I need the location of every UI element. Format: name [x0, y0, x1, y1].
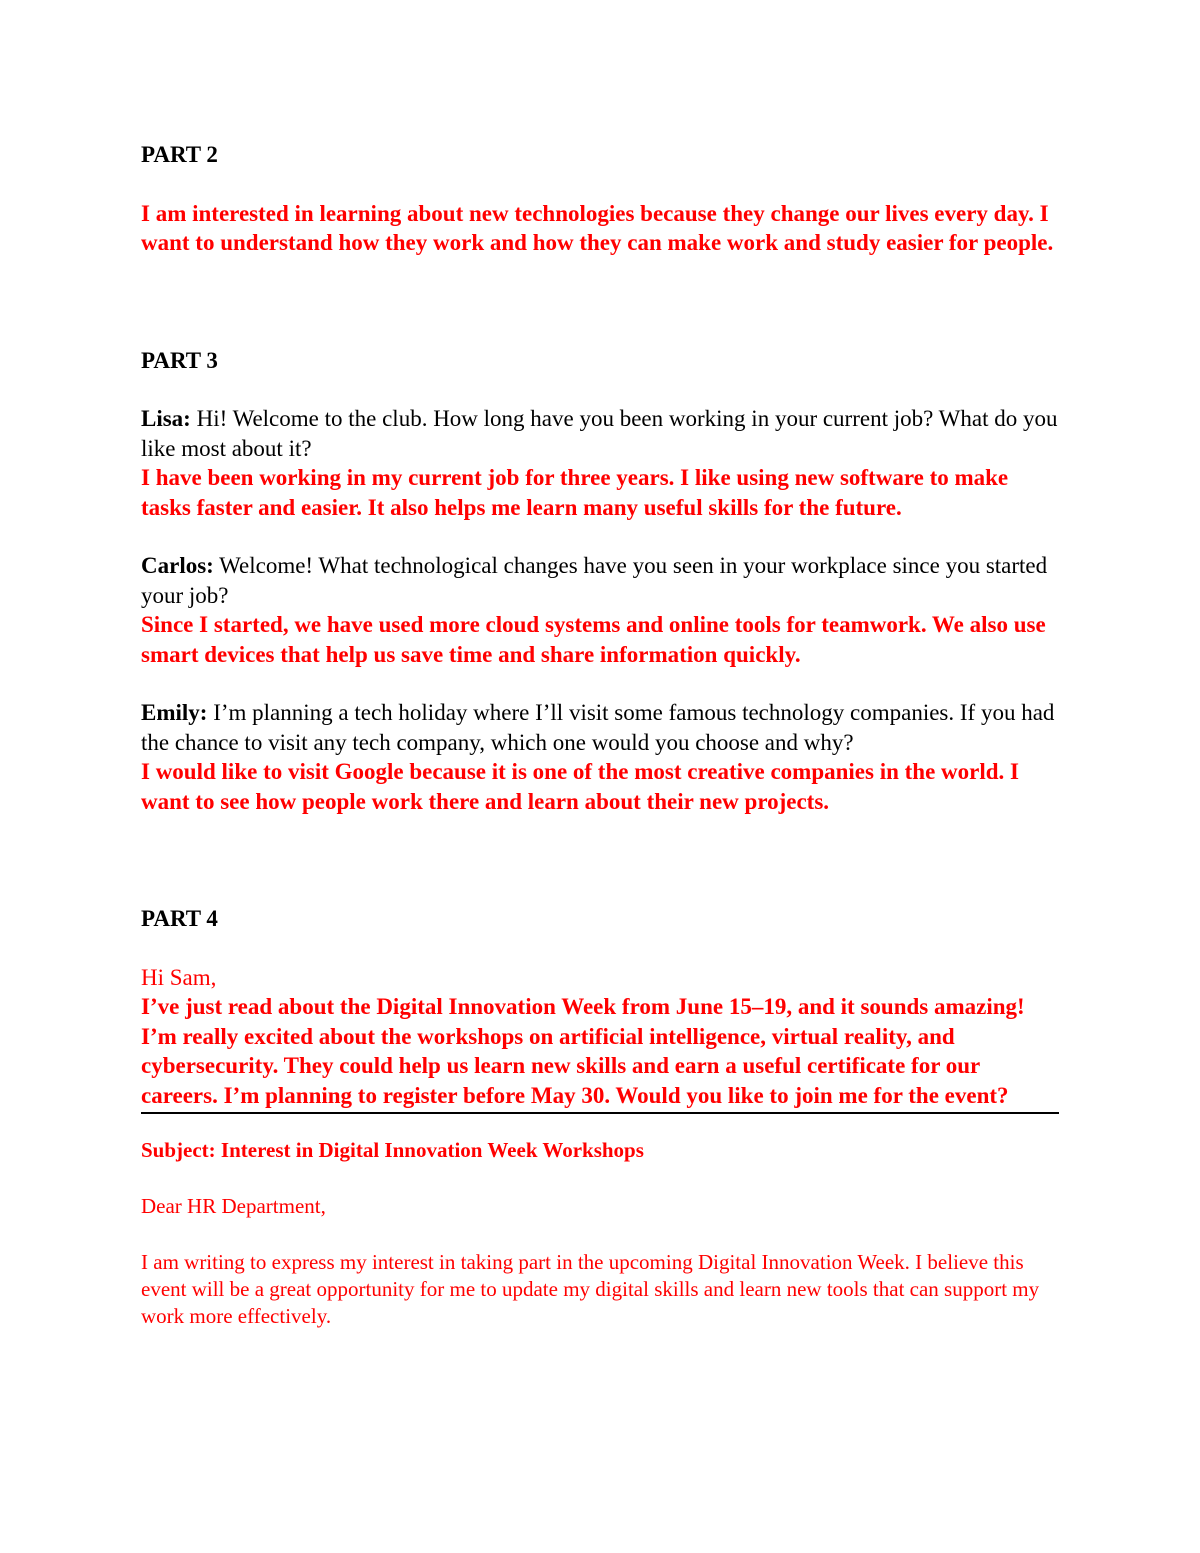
question-lisa [141, 404, 1059, 463]
answer-lisa: I have been working in my current job for three years. I like using new software to make tasks faster and easier. It also helps me learn many useful skills for the future. [141, 465, 1009, 520]
part4-greeting: Hi Sam, [141, 964, 217, 990]
speaker-carlos: Carlos: [141, 553, 214, 578]
spacer [141, 1164, 1059, 1193]
part2-answer: I am interested in learning about new technologies because they change our lives every day. I want to understand how they work and how they can make work and study easier for people. [141, 200, 1054, 255]
spacer [141, 258, 1059, 346]
spacer [141, 1220, 1059, 1249]
exchange-emily [141, 698, 1059, 816]
question-text-carlos: Welcome! What technological changes have you seen in your workplace since you started your job? [141, 553, 1048, 608]
email-body: I am writing to express my interest in taking part in the upcoming Digital Innovation Week. I believe this event will be a great opportunity for me to update my digital skills and learn new tools that can support my work more effectively. [141, 1250, 1040, 1328]
speaker-emily: Emily: [141, 700, 208, 725]
part3-heading: PART 3 [141, 347, 218, 373]
part4-body: I’ve just read about the Digital Innovation Week from June 15–19, and it sounds amazing! I’m really excited about the workshops on artificial intelligence, virtual reality, and cybersecurity. They could help us learn new skills and earn a useful certificate for our careers. I’m planning to register before May 30. Would you like to join me for the event? [141, 994, 1025, 1108]
email-salutation: Dear HR Department, [141, 1194, 326, 1218]
document-page [141, 140, 1059, 1330]
question-text-lisa: Hi! Welcome to the club. How long have you been working in your current job? What do you like most about it? [141, 406, 1058, 461]
spacer [141, 522, 1059, 551]
part4-heading: PART 4 [141, 906, 218, 931]
exchange-carlos [141, 551, 1059, 669]
spacer [141, 669, 1059, 698]
spacer [141, 816, 1059, 904]
speaker-lisa: Lisa: [141, 406, 191, 431]
part2-heading: PART 2 [141, 142, 218, 167]
question-emily [141, 698, 1059, 757]
answer-emily: I would like to visit Google because it is one of the most creative companies in the world. I want to see how people work there and learn about their new projects. [141, 759, 1019, 814]
question-carlos [141, 551, 1059, 610]
email-subject: Subject: Interest in Digital Innovation Week Workshops [141, 1138, 644, 1162]
divider-line [141, 1112, 1059, 1114]
question-text-emily: I’m planning a tech holiday where I’ll visit some famous technology companies. If you had the chance to visit any tech company, which one would you choose and why? [141, 700, 1055, 755]
exchange-lisa [141, 404, 1059, 522]
answer-carlos: Since I started, we have used more cloud systems and online tools for teamwork. We also use smart devices that help us save time and share information quickly. [141, 612, 1046, 667]
